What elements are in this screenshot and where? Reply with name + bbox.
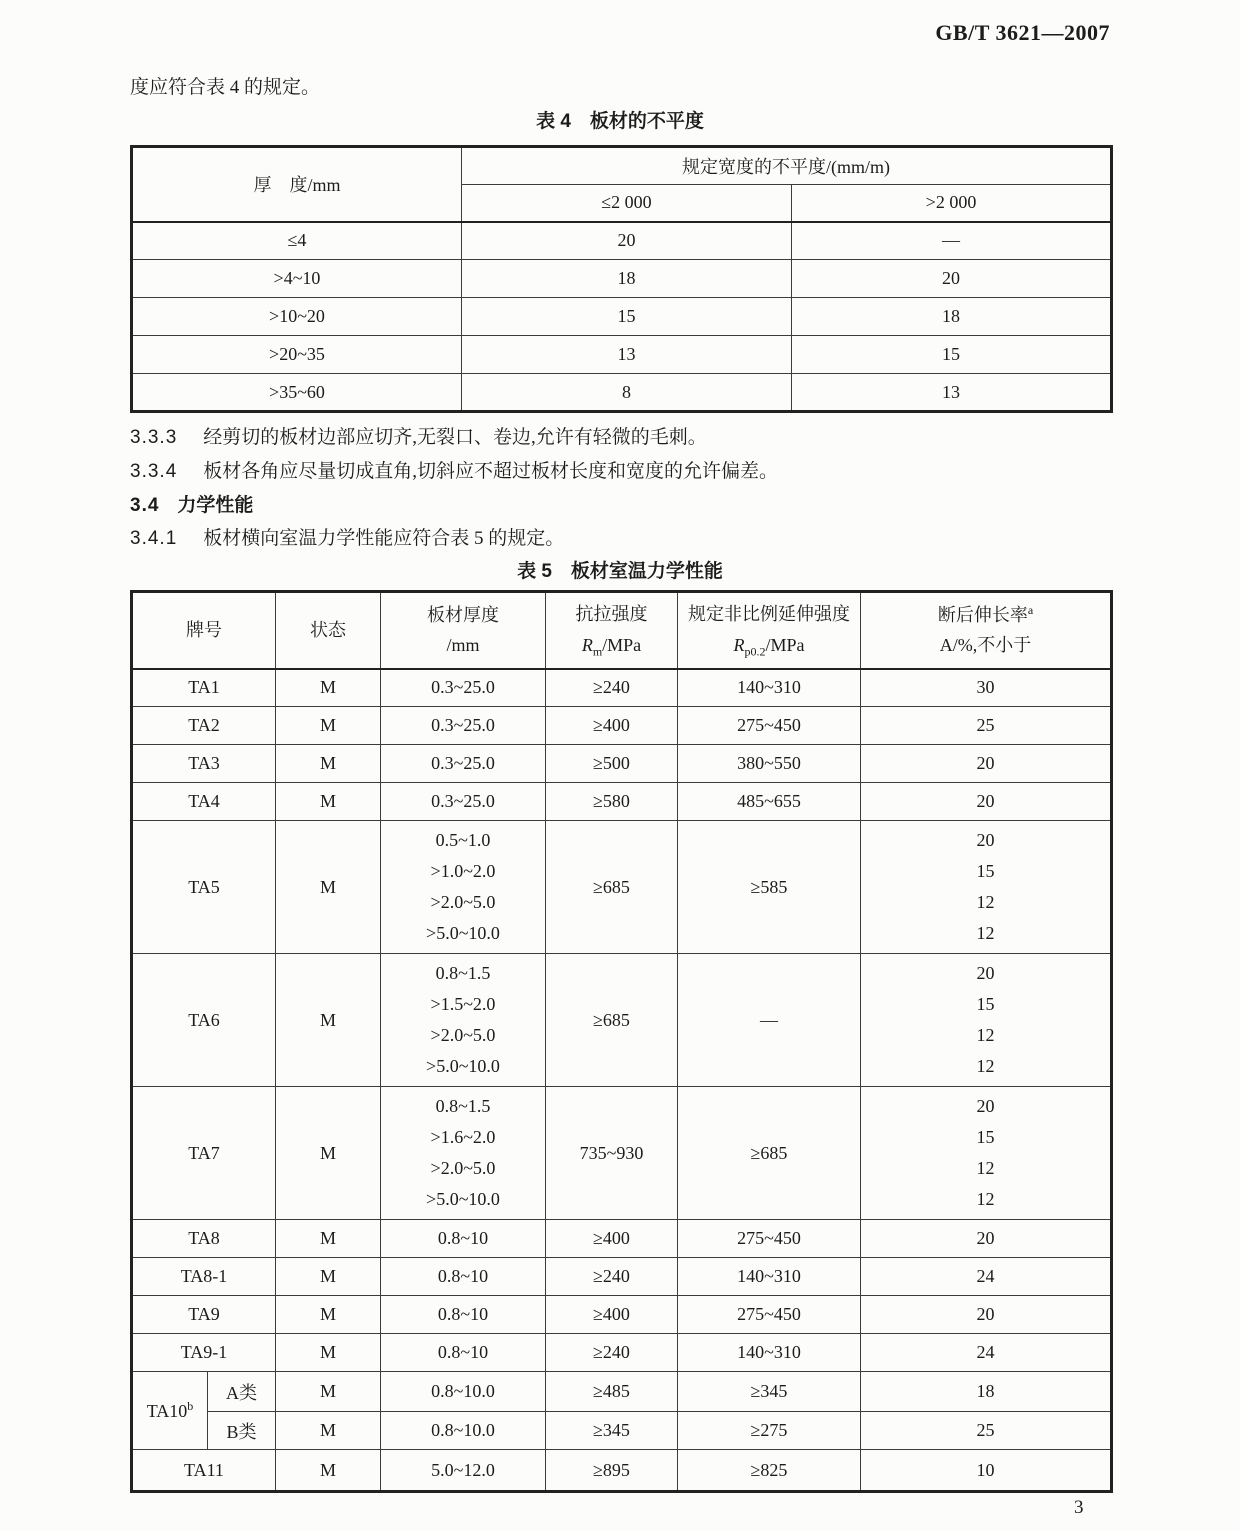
thickness-cell: 0.3~25.0 [381,669,546,707]
tensile-cell: ≥685 [546,954,678,1087]
table4-subheader-gt2000: >2 000 [792,185,1112,222]
tensile-cell: ≥240 [546,1334,678,1372]
yield-cell: — [678,954,861,1087]
tensile-cell: ≥485 [546,1372,678,1412]
section-3-4 [130,490,253,517]
table-row [132,669,1112,707]
flatness-le2000-cell: 15 [462,298,792,336]
state-header: 状态 [276,592,381,669]
section-number: 3.3.3 [130,427,178,448]
table-row [132,745,1112,783]
thickness-cell: 0.8~10.0 [381,1412,546,1450]
yield-cell: 275~450 [678,707,861,745]
table-row [132,1087,1112,1220]
section-number: 3.3.4 [130,461,178,482]
yield-cell: ≥275 [678,1412,861,1450]
elongation-cell: 20 15 12 12 [861,1087,1112,1220]
tensile-cell: ≥400 [546,1296,678,1334]
elongation-header [861,592,1112,669]
tensile-cell: ≥895 [546,1450,678,1492]
grade-cell: TA4 [132,783,276,821]
table-row [132,260,1112,298]
thickness-cell: 0.3~25.0 [381,783,546,821]
table-row [132,1334,1112,1372]
flatness-le2000-cell: 20 [462,222,792,260]
flatness-le2000-cell: 18 [462,260,792,298]
elongation-cell: 25 [861,1412,1112,1450]
state-cell: M [276,954,381,1087]
elongation-cell: 25 [861,707,1112,745]
table-row [132,1412,1112,1450]
tensile-unit: /MPa [602,634,642,655]
table-row [132,1296,1112,1334]
table4-subheader-le2000: ≤2 000 [462,185,792,222]
thickness-cell: >20~35 [132,336,462,374]
thickness-cell: 0.8~10 [381,1334,546,1372]
state-cell: M [276,1372,381,1412]
elongation-cell: 20 15 12 12 [861,954,1112,1087]
thickness-cell: 0.8~10.0 [381,1372,546,1412]
elongation-cell: 20 [861,745,1112,783]
grade-cell: TA5 [132,821,276,954]
elongation-cell: 10 [861,1450,1112,1492]
tensile-subscript: m [592,644,603,659]
section-text: 经剪切的板材边部应切齐,无裂口、卷边,允许有轻微的毛刺。 [203,427,707,448]
grade-cell: TA2 [132,707,276,745]
yield-cell: 140~310 [678,1258,861,1296]
section-number: 3.4.1 [130,528,178,549]
grade-cell: TA11 [132,1450,276,1492]
yield-unit: /MPa [765,634,805,655]
elongation-cell: 30 [861,669,1112,707]
flatness-gt2000-cell: 13 [792,374,1112,412]
table5-mechanical-properties [130,590,1113,1493]
thickness-cell: 0.3~25.0 [381,745,546,783]
grade-cell: TA8-1 [132,1258,276,1296]
yield-cell: ≥345 [678,1372,861,1412]
yield-cell: ≥825 [678,1450,861,1492]
elongation-header-line2: A/%,不小于 [939,635,1032,656]
yield-header-line1: 规定非比例延伸强度 [688,603,850,624]
table-row [132,1450,1112,1492]
thickness-cell: >10~20 [132,298,462,336]
thickness-header [381,592,546,669]
thickness-cell: 0.8~1.5 >1.6~2.0 >2.0~5.0 >5.0~10.0 [381,1087,546,1220]
thickness-cell: 0.8~10 [381,1258,546,1296]
state-cell: M [276,1412,381,1450]
grade-cell: TA7 [132,1087,276,1220]
state-cell: M [276,1220,381,1258]
tensile-cell: ≥580 [546,783,678,821]
grade-cell: TA9 [132,1296,276,1334]
table4-group-header: 规定宽度的不平度/(mm/m) [462,147,1112,185]
flatness-gt2000-cell: 15 [792,336,1112,374]
tensile-header-line1: 抗拉强度 [575,603,648,624]
class-cell: A类 [208,1372,276,1412]
table-row [132,374,1112,412]
thickness-header-line1: 板材厚度 [427,604,499,625]
grade-cell-ta10: TA10$^b$ [132,1372,208,1450]
section-3-4-1 [130,523,564,550]
section-heading: 力学性能 [177,495,254,516]
flatness-gt2000-cell: 18 [792,298,1112,336]
tensile-cell: ≥400 [546,1220,678,1258]
intro-paragraph: 度应符合表 4 的规定。 [130,77,321,98]
table4-flatness [130,145,1113,413]
table-row [132,222,1112,260]
table-row [132,1220,1112,1258]
state-cell: M [276,1296,381,1334]
grade-header: 牌号 [132,592,276,669]
section-text: 板材各角应尽量切成直角,切斜应不超过板材长度和宽度的允许偏差。 [203,461,779,482]
state-cell: M [276,821,381,954]
grade-cell: TA1 [132,669,276,707]
tensile-cell: ≥345 [546,1412,678,1450]
table-row [132,954,1112,1087]
thickness-header-line2: /mm [446,635,480,656]
yield-symbol: R [733,634,745,655]
elongation-cell: 20 [861,783,1112,821]
state-cell: M [276,1450,381,1492]
state-cell: M [276,1258,381,1296]
yield-cell: 275~450 [678,1296,861,1334]
yield-cell: 140~310 [678,669,861,707]
table-row [132,1258,1112,1296]
tensile-cell: ≥400 [546,707,678,745]
yield-cell: ≥685 [678,1087,861,1220]
tensile-cell: ≥685 [546,821,678,954]
elongation-cell: 20 [861,1220,1112,1258]
yield-cell: ≥585 [678,821,861,954]
table4-caption: 表 4 板材的不平度 [536,111,704,132]
table-row [132,707,1112,745]
table-row [132,1372,1112,1412]
table-row [132,821,1112,954]
elongation-cell: 24 [861,1258,1112,1296]
thickness-cell: ≤4 [132,222,462,260]
standard-number: GB/T 3621—2007 [935,20,1110,45]
tensile-header-line2 [546,630,677,662]
footnote-a-marker: a [1027,602,1034,617]
tensile-cell: ≥500 [546,745,678,783]
state-cell: M [276,707,381,745]
yield-cell: 485~655 [678,783,861,821]
elongation-cell: 18 [861,1372,1112,1412]
footnote-b-marker: b [187,1399,194,1413]
thickness-cell: 0.3~25.0 [381,707,546,745]
table5-header-row [132,592,1112,669]
elongation-header-line1: 断后伸长率$^a$ [937,602,1034,625]
page-number: 3 [1074,1497,1084,1518]
thickness-cell: >35~60 [132,374,462,412]
state-cell: M [276,669,381,707]
table4-thickness-header: 厚 度/mm [132,147,462,222]
yield-cell: 275~450 [678,1220,861,1258]
section-3-3-3 [130,422,707,449]
elongation-cell: 20 15 12 12 [861,821,1112,954]
table5-caption: 表 5 板材室温力学性能 [517,561,723,582]
elongation-cell: 20 [861,1296,1112,1334]
tensile-symbol: R [581,634,593,655]
tensile-cell: ≥240 [546,1258,678,1296]
thickness-cell: 0.5~1.0 >1.0~2.0 >2.0~5.0 >5.0~10.0 [381,821,546,954]
table4-header-row [132,147,1112,185]
thickness-cell: 0.8~10 [381,1296,546,1334]
yield-cell: 140~310 [678,1334,861,1372]
grade-cell: TA8 [132,1220,276,1258]
flatness-le2000-cell: 13 [462,336,792,374]
yield-subscript: p0.2 [744,644,766,659]
elongation-cell: 24 [861,1334,1112,1372]
tensile-cell: 735~930 [546,1087,678,1220]
tensile-header [546,592,678,669]
yield-header-line2 [678,630,860,662]
yield-header [678,592,861,669]
yield-cell: 380~550 [678,745,861,783]
state-cell: M [276,1334,381,1372]
table-row [132,783,1112,821]
section-text: 板材横向室温力学性能应符合表 5 的规定。 [203,528,565,549]
class-cell: B类 [208,1412,276,1450]
flatness-gt2000-cell: — [792,222,1112,260]
flatness-le2000-cell: 8 [462,374,792,412]
flatness-gt2000-cell: 20 [792,260,1112,298]
state-cell: M [276,1087,381,1220]
table-row [132,336,1112,374]
state-cell: M [276,783,381,821]
grade-cell: TA6 [132,954,276,1087]
tensile-cell: ≥240 [546,669,678,707]
thickness-cell: 5.0~12.0 [381,1450,546,1492]
thickness-cell: >4~10 [132,260,462,298]
section-number: 3.4 [130,495,160,516]
grade-cell: TA9-1 [132,1334,276,1372]
section-3-3-4 [130,456,778,483]
state-cell: M [276,745,381,783]
grade-cell: TA3 [132,745,276,783]
thickness-cell: 0.8~1.5 >1.5~2.0 >2.0~5.0 >5.0~10.0 [381,954,546,1087]
table-row [132,298,1112,336]
thickness-cell: 0.8~10 [381,1220,546,1258]
